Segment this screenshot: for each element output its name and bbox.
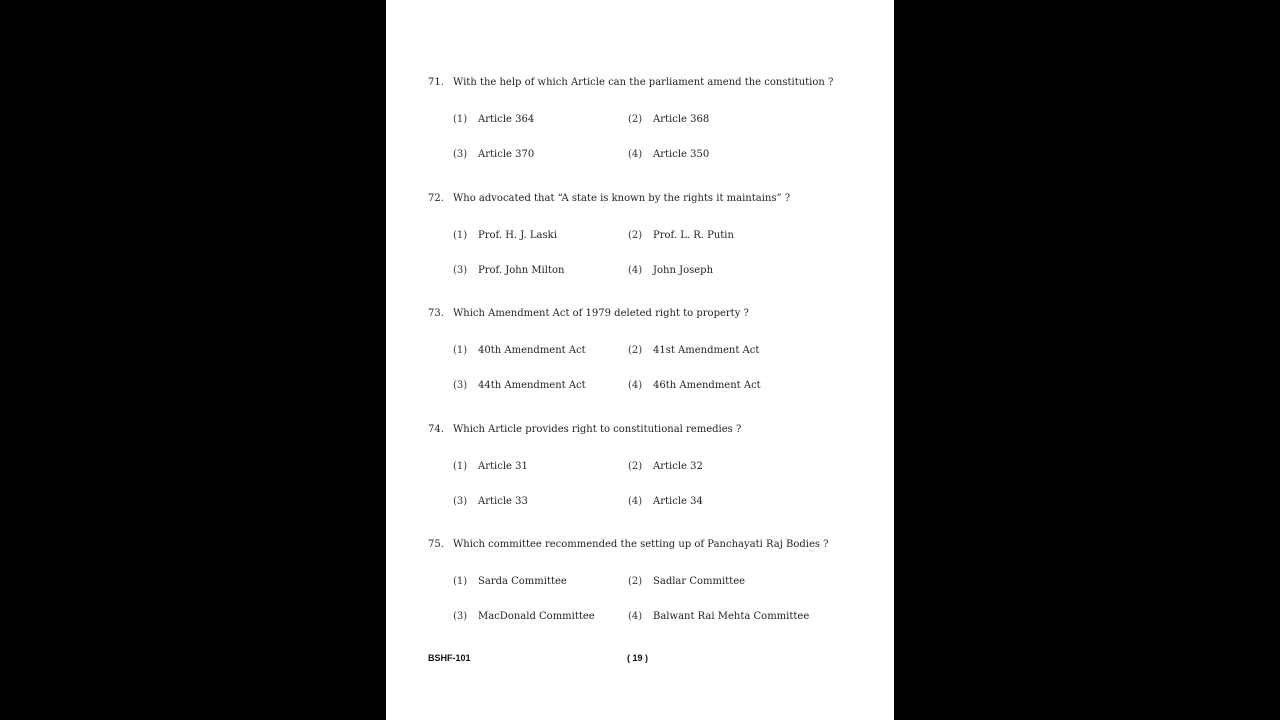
question-71 xyxy=(386,77,894,187)
question-text: With the help of which Article can the parliament amend the constitution ? xyxy=(453,77,834,88)
option-label: (1) xyxy=(453,114,468,125)
option-text: 40th Amendment Act xyxy=(478,345,586,356)
option-label: (3) xyxy=(453,495,468,507)
question-text: Which committee recommended the setting up of Panchayati Raj Bodies ? xyxy=(453,539,829,550)
option-label: (2) xyxy=(628,114,643,125)
option-text: Article 364 xyxy=(478,114,535,125)
option-label: (1) xyxy=(453,460,468,472)
question-number: 75. xyxy=(428,539,444,550)
option-label: (1) xyxy=(453,576,468,587)
option-text: Article 34 xyxy=(653,495,703,507)
option-label: (3) xyxy=(453,264,468,276)
document-page xyxy=(386,0,894,720)
question-74 xyxy=(386,424,894,534)
option-text: 41st Amendment Act xyxy=(653,345,760,356)
question-number: 72. xyxy=(428,192,444,204)
question-number: 74. xyxy=(428,423,444,435)
option-text: Balwant Rai Mehta Committee xyxy=(653,611,810,622)
question-73 xyxy=(386,308,894,418)
paper-code: BSHF-101 xyxy=(428,653,471,663)
option-label: (2) xyxy=(628,576,643,587)
option-text: 46th Amendment Act xyxy=(653,380,761,391)
option-text: Prof. L. R. Putin xyxy=(653,229,734,241)
question-number: 73. xyxy=(428,308,444,319)
option-label: (3) xyxy=(453,149,468,160)
option-text: Prof. John Milton xyxy=(478,264,565,276)
option-text: Article 370 xyxy=(478,149,535,160)
option-text: 44th Amendment Act xyxy=(478,380,586,391)
option-label: (4) xyxy=(628,380,643,391)
option-text: Article 33 xyxy=(478,495,528,507)
option-text: Article 31 xyxy=(478,460,528,472)
question-number: 71. xyxy=(428,77,444,88)
option-label: (4) xyxy=(628,495,643,507)
option-text: Sarda Committee xyxy=(478,576,567,587)
question-text: Which Article provides right to constitutional remedies ? xyxy=(453,423,742,435)
option-label: (4) xyxy=(628,611,643,622)
option-text: Article 350 xyxy=(653,149,710,160)
option-label: (4) xyxy=(628,149,643,160)
question-text: Which Amendment Act of 1979 deleted right to property ? xyxy=(453,308,749,319)
option-label: (2) xyxy=(628,345,643,356)
page-number: ( 19 ) xyxy=(627,653,649,663)
option-label: (1) xyxy=(453,345,468,356)
option-label: (3) xyxy=(453,611,468,622)
option-label: (1) xyxy=(453,229,468,241)
option-label: (2) xyxy=(628,460,643,472)
option-text: Article 368 xyxy=(653,114,710,125)
question-75 xyxy=(386,539,894,649)
option-text: MacDonald Committee xyxy=(478,611,595,622)
option-text: Article 32 xyxy=(653,460,703,472)
option-label: (3) xyxy=(453,380,468,391)
question-text: Who advocated that “A state is known by the rights it maintains” ? xyxy=(453,192,791,204)
option-text: Sadlar Committee xyxy=(653,576,746,587)
option-text: Prof. H. J. Laski xyxy=(478,229,557,241)
option-label: (4) xyxy=(628,264,643,276)
question-72 xyxy=(386,193,894,303)
option-text: John Joseph xyxy=(653,264,714,276)
option-label: (2) xyxy=(628,229,643,241)
